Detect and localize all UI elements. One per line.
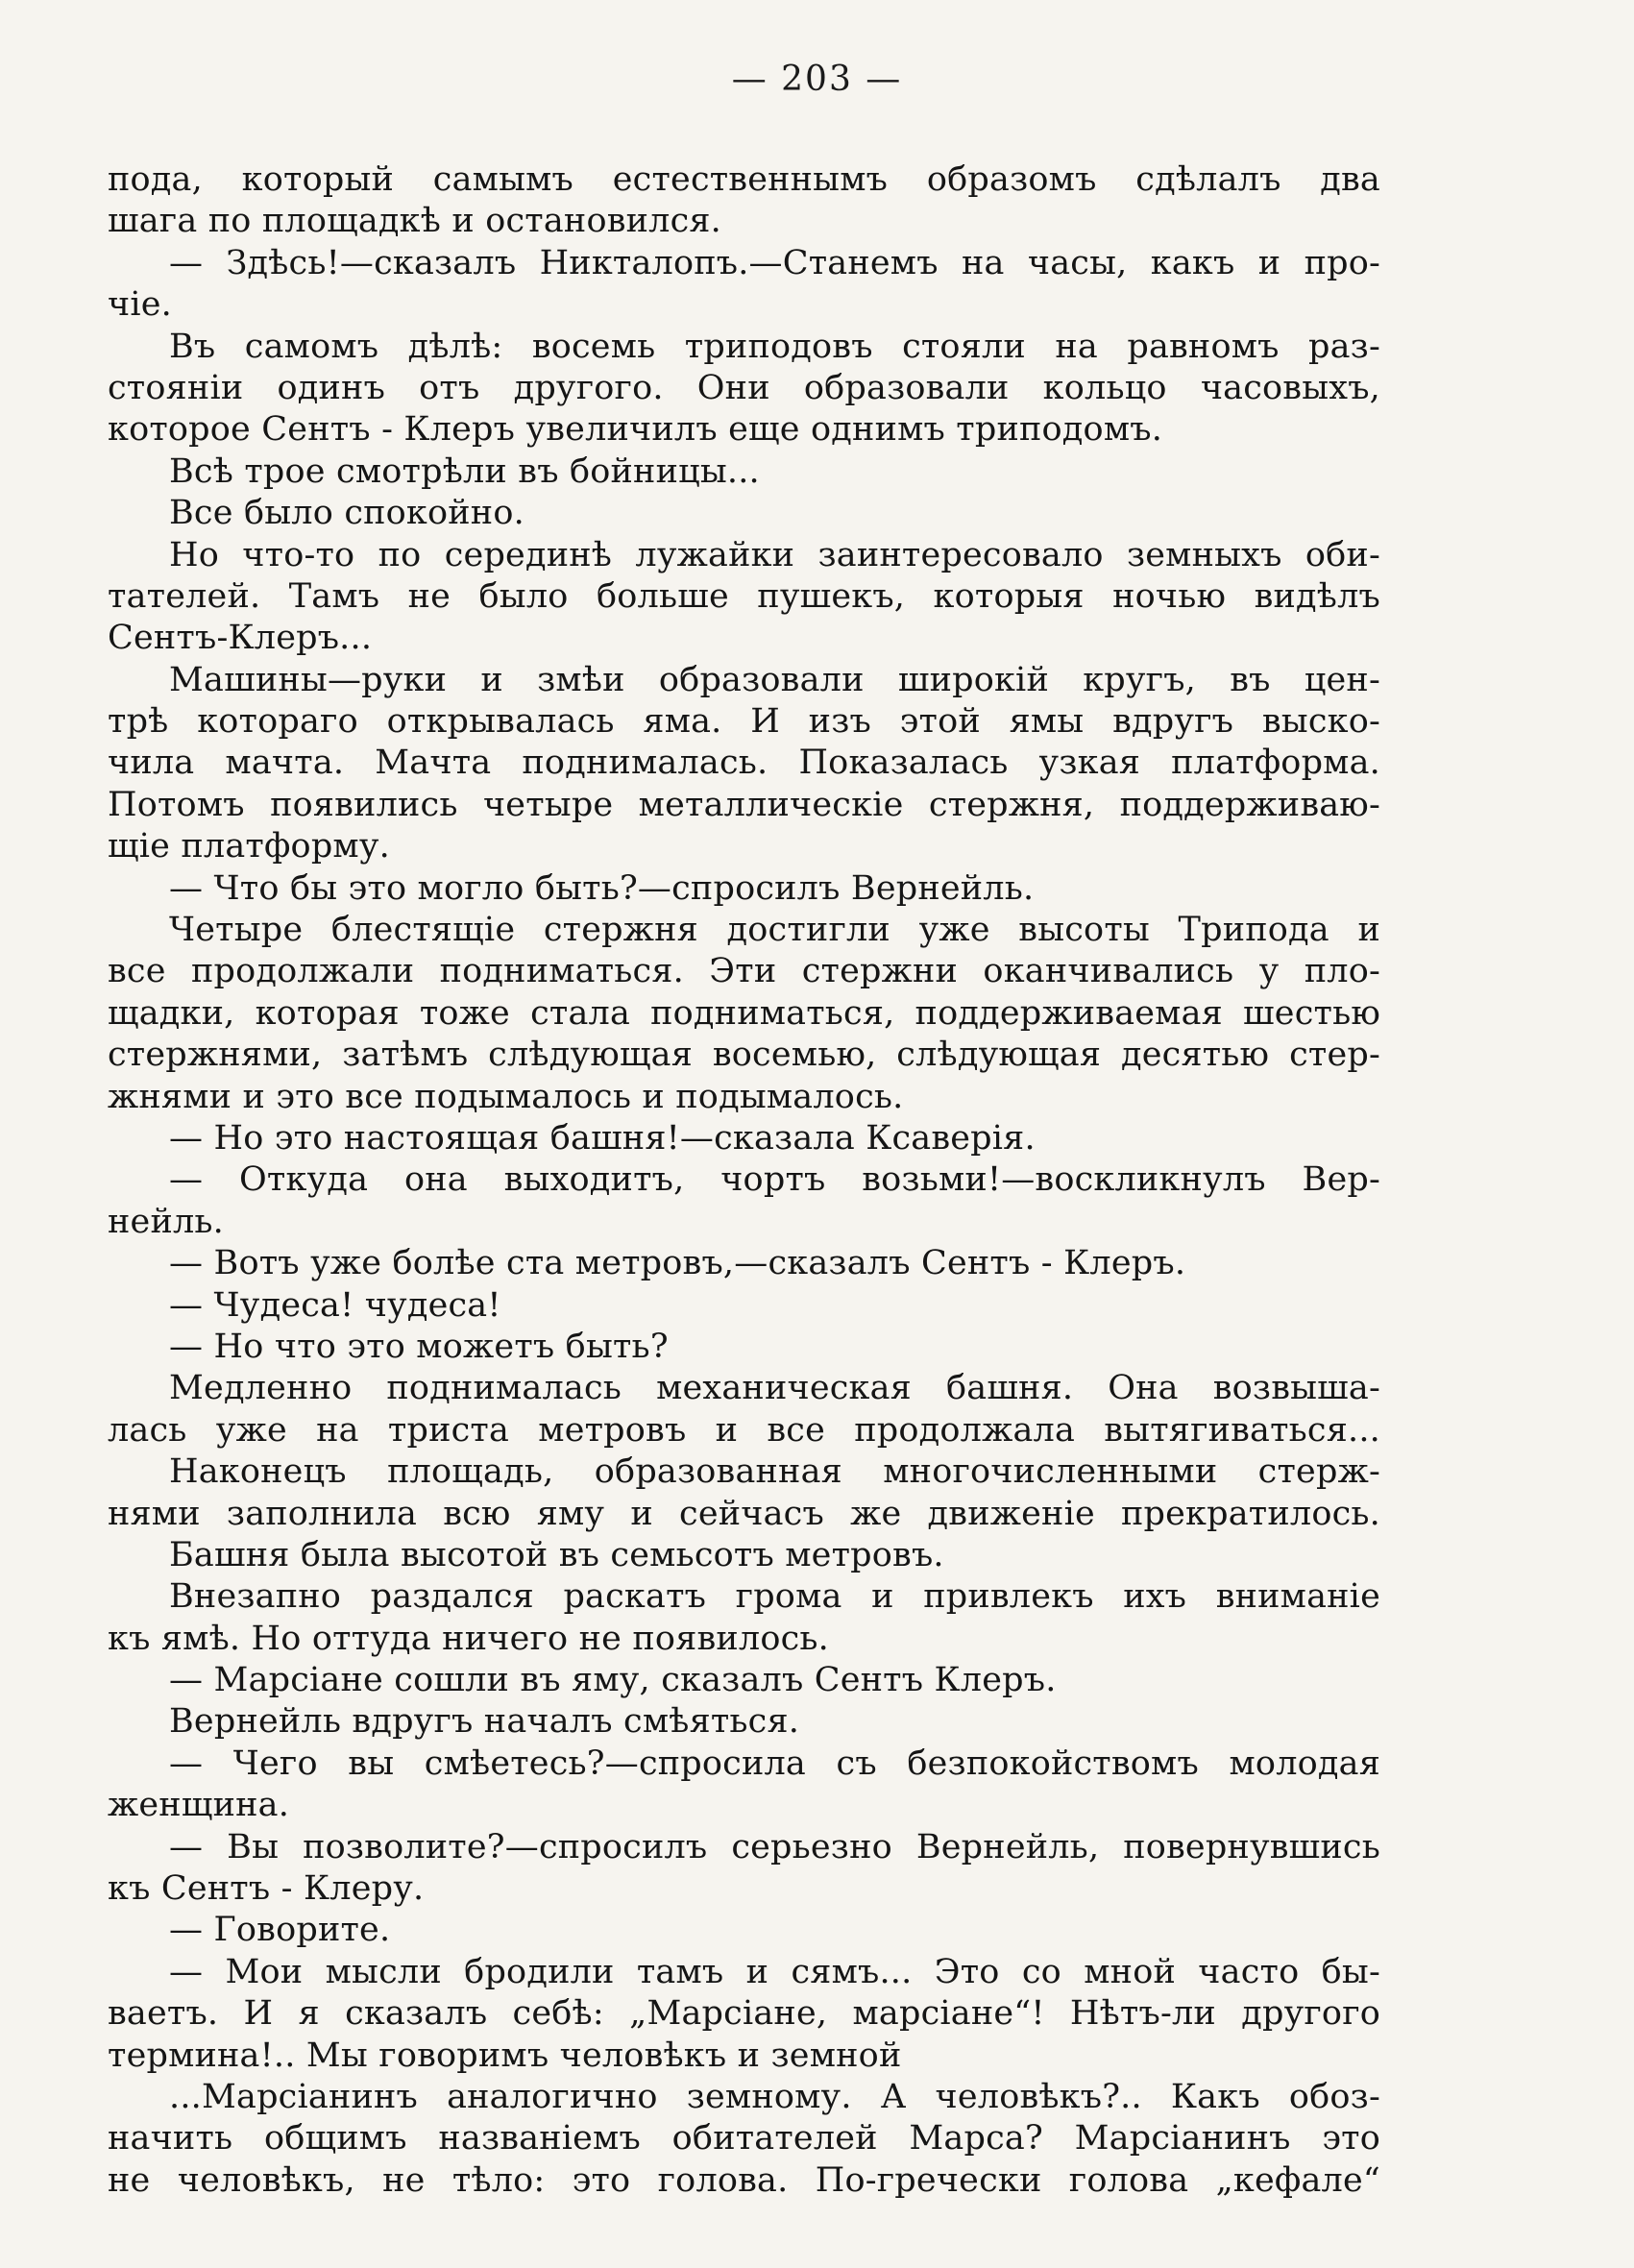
text-line: Сентъ-Клеръ... <box>108 619 373 658</box>
text-line: нейль. <box>108 1202 224 1241</box>
text-line: — Здѣсь!—сказалъ Никталопъ.—Станемъ на часы, какъ и про- <box>169 243 1380 282</box>
text-line: — Вотъ уже болѣе ста метровъ,—сказалъ Сентъ - Клеръ. <box>169 1244 1186 1283</box>
text-line: шага по площадкѣ и остановился. <box>108 202 721 241</box>
text-line: — Вы позволите?—спросилъ серьезно Вернейль, повернувшись <box>169 1827 1380 1866</box>
text-line: — Мои мысли бродили тамъ и сямъ... Это со мной часто бы- <box>169 1952 1380 1991</box>
text-line: щіе платформу. <box>108 827 390 866</box>
text-line: Машины—руки и змѣи образовали широкій кругъ, въ цен- <box>169 660 1380 699</box>
text-line: Башня была высотой въ семьсотъ метровъ. <box>169 1535 944 1574</box>
text-line: — Чудеса! чудеса! <box>169 1285 501 1325</box>
text-line: женщина. <box>108 1786 290 1825</box>
text-line: Все было спокойно. <box>169 494 524 533</box>
text-line: — Чего вы смѣетесь?—спросила съ безпокойствомъ молодая <box>169 1744 1380 1783</box>
text-line: Но что-то по серединѣ лужайки заинтересовало земныхъ оби- <box>169 535 1380 574</box>
text-line: ...Марсіанинъ аналогично земному. А человѣкъ?.. Какъ обоз- <box>169 2077 1380 2116</box>
text-line: лась уже на триста метровъ и все продолжала вытягиваться... <box>108 1410 1380 1450</box>
text-line: Медленно поднималась механическая башня. Она возвыша- <box>169 1369 1380 1408</box>
text-line: — Откуда она выходитъ, чортъ возьми!—воскликнулъ Вер- <box>169 1160 1380 1200</box>
text-line: Потомъ появились четыре металлическіе стержня, поддерживаю- <box>108 785 1380 824</box>
text-line: Вернейль вдругъ началъ смѣяться. <box>169 1702 800 1742</box>
text-line: чіе. <box>108 285 172 325</box>
page-number: — 203 — <box>731 60 903 99</box>
text-line: все продолжали подниматься. Эти стержни оканчивались у пло- <box>108 952 1380 991</box>
text-line: — Говорите. <box>169 1911 391 1950</box>
text-line: — Что бы это могло быть?—спросилъ Вернейль. <box>169 868 1035 908</box>
text-line: термина!.. Мы говоримъ человѣкъ и земной <box>108 2036 902 2075</box>
text-line: нями заполнила всю яму и сейчасъ же движеніе прекратилось. <box>108 1494 1380 1533</box>
text-line: стержнями, затѣмъ слѣдующая восемью, слѣдующая десятью стер- <box>108 1036 1380 1075</box>
text-line: — Марсіане сошли въ яму, сказалъ Сентъ Клеръ. <box>169 1661 1057 1700</box>
text-line: Наконецъ площадь, образованная многочисленными стерж- <box>169 1452 1380 1492</box>
text-line: ваетъ. И я сказалъ себѣ: „Марсіане, марсіане“! Нѣтъ-ли другого <box>108 1994 1380 2034</box>
text-line: не человѣкъ, не тѣло: это голова. По-гречески голова „кефале“ <box>108 2160 1380 2200</box>
text-line: — Но это настоящая башня!—сказала Ксаверія. <box>169 1118 1036 1158</box>
text-line: — Но что это можетъ быть? <box>169 1327 669 1366</box>
text-line: трѣ котораго открывалась яма. И изъ этой ямы вдругъ выско- <box>108 702 1380 742</box>
text-line: къ ямѣ. Но оттуда ничего не появилось. <box>108 1619 829 1658</box>
text-line: стояніи одинъ отъ другого. Они образовали кольцо часовыхъ, <box>108 368 1380 407</box>
text-line: къ Сентъ - Клеру. <box>108 1869 425 1909</box>
text-line: Внезапно раздался раскатъ грома и привлекъ ихъ вниманіе <box>169 1577 1380 1617</box>
text-line: пода, который самымъ естественнымъ образомъ сдѣлалъ два <box>108 160 1380 199</box>
text-line: которое Сентъ - Клеръ увеличилъ еще однимъ триподомъ. <box>108 410 1163 450</box>
text-line: Всѣ трое смотрѣли въ бойницы... <box>169 451 760 491</box>
text-line: жнями и это все подымалось и подымалось. <box>108 1077 904 1116</box>
text-line: начить общимъ названіемъ обитателей Марса? Марсіанинъ это <box>108 2119 1380 2158</box>
text-line: чила мачта. Мачта поднималась. Показалась узкая платформа. <box>108 744 1380 783</box>
text-line: тателей. Тамъ не было больше пушекъ, которыя ночью видѣлъ <box>108 576 1380 616</box>
text-line: Въ самомъ дѣлѣ: восемь триподовъ стояли на равномъ раз- <box>169 327 1380 366</box>
text-line: Четыре блестящіе стержня достигли уже высоты Трипода и <box>169 911 1380 950</box>
text-line: щадки, которая тоже стала подниматься, поддерживаемая шестью <box>108 993 1380 1033</box>
body-text <box>108 159 1380 2202</box>
